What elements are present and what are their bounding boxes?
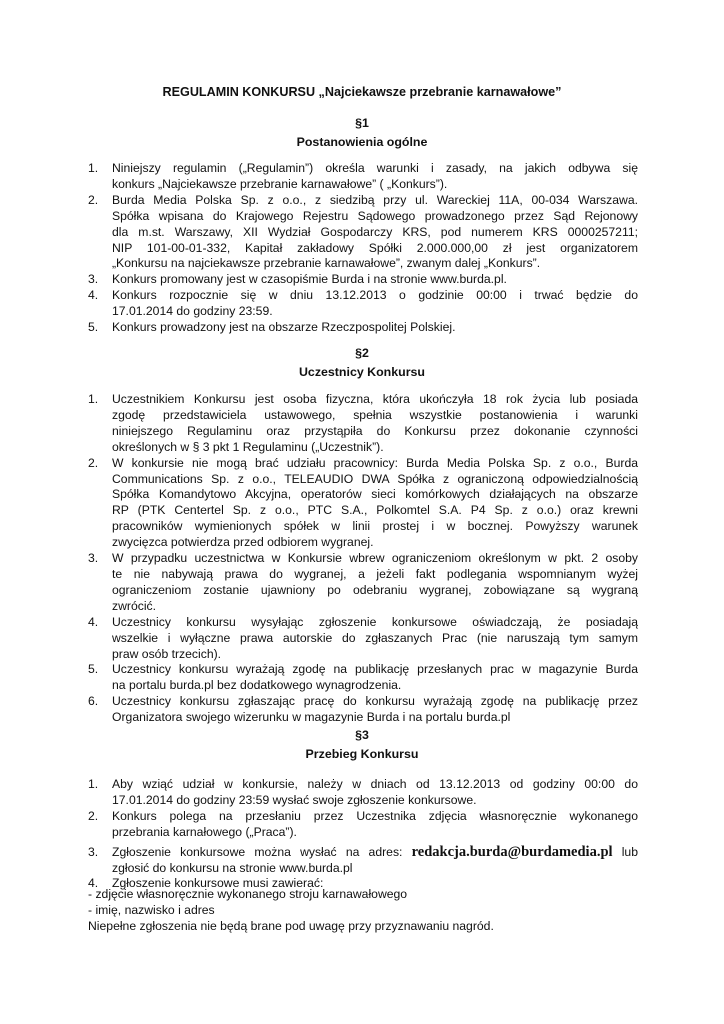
item-line: dla m.st. Warszawy, XII Wydział Gospodarczy KRS, pod numerem KRS 0000257211; [112,224,638,239]
list-item [88,456,638,551]
list-item [88,662,638,694]
item-number: 1. [88,777,99,791]
item-line: 17.01.2014 do godziny 23:59. [112,304,273,319]
item-line: Uczestnicy konkursu wyrażają zgodę na publikację przesłanych prac w magazynie Burda [112,662,638,677]
item-line: ograniczeniom zostanie ujawniony po odebraniu wygranej, zobowiązane są wygraną [112,582,638,597]
item-line: niniejszego Regulaminu oraz przystąpiła do Konkursu przez dokonanie czynności [112,423,638,438]
list-item [88,392,638,456]
item-text: lub [612,844,638,859]
item-line: Konkurs rozpocznie się w dniu 13.12.2013 o godzinie 00:00 i trwać będzie do [112,288,638,303]
item-line: praw osób trzecich). [112,646,222,661]
item-number: 1. [88,161,99,175]
list-item [88,551,638,615]
section-heading: Przebieg Konkursu [305,747,419,761]
section-heading: Postanowienia ogólne [296,135,428,149]
list-item [88,809,638,841]
item-number: 5. [88,320,99,335]
item-line: W przypadku uczestnictwa w Konkursie wbrew ograniczeniom określonym w pkt. 2 osoby [112,551,638,566]
section-number: §3 [355,728,369,742]
item-line: RP (PTK Centertel Sp. z o.o., PTC S.A., Polkomtel S.A. P4 Sp. z o.o.) oraz krewni [112,503,638,518]
item-line: Burda Media Polska Sp. z o.o., z siedzibą przy ul. Wareckiej 11A, 00-034 Warszawa. [112,192,638,207]
item-line: zgłosić do konkursu na stronie www.burda.pl [112,860,353,875]
item-line: wszelkie i wyłączne prawa autorskie do zgłaszanych Prac (nie naruszają tym samym [112,630,638,645]
section-2-list [88,392,638,726]
list-item [88,694,638,726]
item-line: Spółka wpisana do Krajowego Rejestru Sądowego prowadzonego przez Sąd Rejonowy [112,208,638,223]
item-number: 1. [88,392,99,406]
item-line: zgodę przedstawiciela ustawowego, spełnia wszystkie postanowienia i warunki [112,407,638,422]
requirement-line: - imię, nazwisko i adres [88,902,215,917]
section-1-list [88,161,638,336]
requirement-line: - zdjęcie własnoręcznie wykonanego stroju karnawałowego [88,887,408,901]
list-item [88,777,638,809]
section-number: §1 [355,116,369,130]
section-heading: Uczestnicy Konkursu [298,365,425,379]
item-line: zwrócić. [112,598,157,613]
item-number: 3. [88,272,99,287]
item-line: Organizatora swojego wizerunku w magazynie Burda i na portalu burda.pl [112,710,511,725]
item-line: Konkurs polega na przesłaniu przez Uczestnika zdjęcia własnoręcznie wykonanego [112,808,638,823]
item-line: Uczestnikiem Konkursu jest osoba fizyczna, która ukończyła 18 rok życia lub posiada [112,392,638,406]
item-line: określonych w § 3 pkt 1 Regulaminu („Uczestnik”). [112,439,384,454]
list-item [88,615,638,663]
item-number: 6. [88,694,99,709]
item-line: zwycięzca potwierdza przed odbiorem wygranej. [112,535,374,550]
item-text: Zgłoszenie konkursowe można wysłać na adres: [112,844,412,859]
item-number: 4. [88,614,99,629]
section-3-header [0,726,724,764]
item-line: Uczestnicy konkursu wysyłając zgłoszenie konkursowe oświadczają, że posiadają [112,614,638,629]
list-item [88,161,638,193]
item-line: Communications Sp. z o.o., TELEAUDIO DWA Spółka z ograniczoną odpowiedzialnością [112,471,638,486]
list-item [88,288,638,320]
list-item [88,320,638,336]
email-address: redakcja.burda@burdamedia.pl [411,843,613,860]
item-number: 3. [88,844,99,859]
list-item [88,193,638,273]
item-line: NIP 101-00-01-332, Kapitał zakładowy Spółki 2.000.000,00 zł jest organizatorem [112,240,638,255]
item-line [112,845,638,861]
item-line: konkurs „Najciekawsze przebranie karnawałowe” ( „Konkurs”). [112,176,448,191]
item-line: Aby wziąć udział w konkursie, należy w dniach od 13.12.2013 od godziny 00:00 do [112,777,638,791]
section-1-header [0,114,724,152]
item-line: W konkursie nie mogą brać udziału pracownicy: Burda Media Polska Sp. z o.o., Burda [112,455,638,470]
requirements-block [88,887,638,935]
section-number: §2 [355,346,369,360]
section-2-header [0,344,724,382]
item-number: 2. [88,808,99,823]
section-3-list [88,777,638,892]
item-line: te nie nabywają prawa do wygranej, a jeżeli fakt podlegania wspomnianym wyżej [112,566,638,581]
list-item [88,845,638,877]
item-line: Konkurs promowany jest w czasopiśmie Burda i na stronie www.burda.pl. [112,272,507,287]
item-line: na portalu burda.pl bez dodatkowego wynagrodzenia. [112,678,402,693]
item-line: Niniejszy regulamin („Regulamin”) określa warunki i zasady, na jakich odbywa się [112,161,638,175]
document-title: REGULAMIN KONKURSU „Najciekawsze przebranie karnawałowe” [162,85,562,99]
item-line: przebrania karnałowego („Praca”). [112,824,297,839]
closing-note: Niepełne zgłoszenia nie będą brane pod uwagę przy przyznawaniu nagród. [88,918,494,933]
item-line: 17.01.2014 do godziny 23:59 wysłać swoje zgłoszenie konkursowe. [112,792,477,807]
item-line: Uczestnicy konkursu zgłaszając pracę do konkursu wyrażają zgodę na publikację przez [112,694,638,709]
item-number: 5. [88,662,99,677]
list-item [88,272,638,288]
item-line: Zgłoszenie konkursowe musi zawierać: [112,876,324,891]
item-number: 2. [88,455,99,470]
item-line: pracowników wymienionych spółek w linii prostej i w bocznej. Powyższy warunek [112,519,638,534]
item-line: Spółka Komandytowo Akcyjna, operatorów sieci komórkowych działających na obszarze [112,487,638,502]
item-number: 2. [88,192,99,207]
item-line: Konkurs prowadzony jest na obszarze Rzeczpospolitej Polskiej. [112,320,456,335]
item-line: „Konkursu na najciekawsze przebranie karnawałowe”, zwanym dalej „Konkurs”. [112,256,541,271]
item-number: 4. [88,288,99,303]
item-number: 4. [88,876,99,891]
item-number: 3. [88,551,99,566]
